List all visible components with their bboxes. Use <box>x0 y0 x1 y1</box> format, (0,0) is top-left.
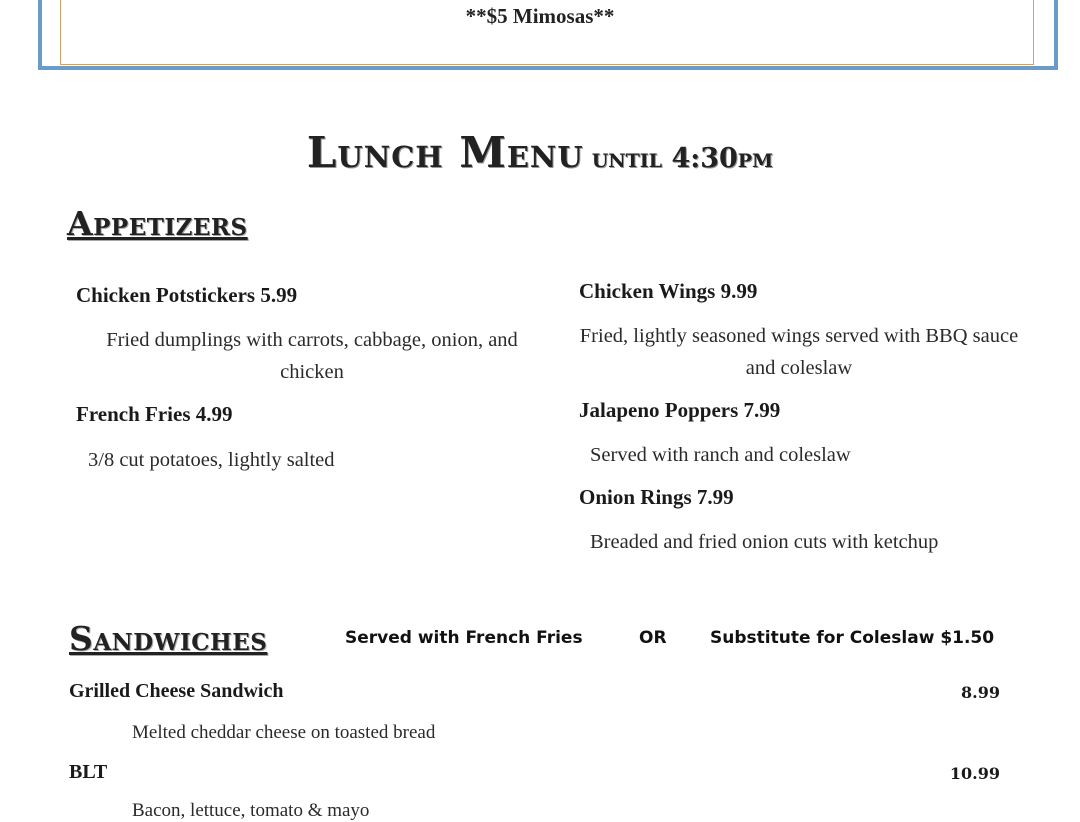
served-with-note: Served with French Fries <box>345 628 583 648</box>
or-note: OR <box>639 628 667 648</box>
menu-item-name: Jalapeno Poppers 7.99 <box>579 398 781 422</box>
appetizers-heading: Appetizers <box>67 204 248 243</box>
menu-item-desc: 3/8 cut potatoes, lightly salted <box>88 449 335 471</box>
sandwich-price: 10.99 <box>949 764 1000 783</box>
menu-item-desc: Fried dumplings with carrots, cabbage, onion, and chicken <box>106 329 518 383</box>
sandwich-desc: Melted cheddar cheese on toasted bread <box>132 722 436 743</box>
menu-item-name: French Fries 4.99 <box>76 402 233 426</box>
menu-item-desc: Fried, lightly seasoned wings served with BBQ sauce and coleslaw <box>579 325 1019 379</box>
title-main: Lunch Menu <box>306 128 584 177</box>
page-title <box>0 128 1080 177</box>
substitute-note: Substitute for Coleslaw $1.50 <box>710 628 995 648</box>
menu-item-desc: Breaded and fried onion cuts with ketchup <box>590 531 939 553</box>
menu-item-name: Chicken Potstickers 5.99 <box>76 283 298 307</box>
sandwich-name: Grilled Cheese Sandwich <box>69 680 284 702</box>
sandwiches-heading: Sandwiches <box>69 619 268 658</box>
sandwich-desc: Bacon, lettuce, tomato & mayo <box>132 800 370 821</box>
menu-item-name: Onion Rings 7.99 <box>579 485 734 509</box>
sandwich-name: BLT <box>69 761 108 783</box>
menu-item-desc: Served with ranch and coleslaw <box>590 444 851 466</box>
menu-item-name: Chicken Wings 9.99 <box>579 279 758 303</box>
sandwich-price: 8.99 <box>961 683 1000 702</box>
title-sub: until 4:30pm <box>591 143 774 174</box>
promo-mimosas: **$5 Mimosas** <box>465 4 615 28</box>
